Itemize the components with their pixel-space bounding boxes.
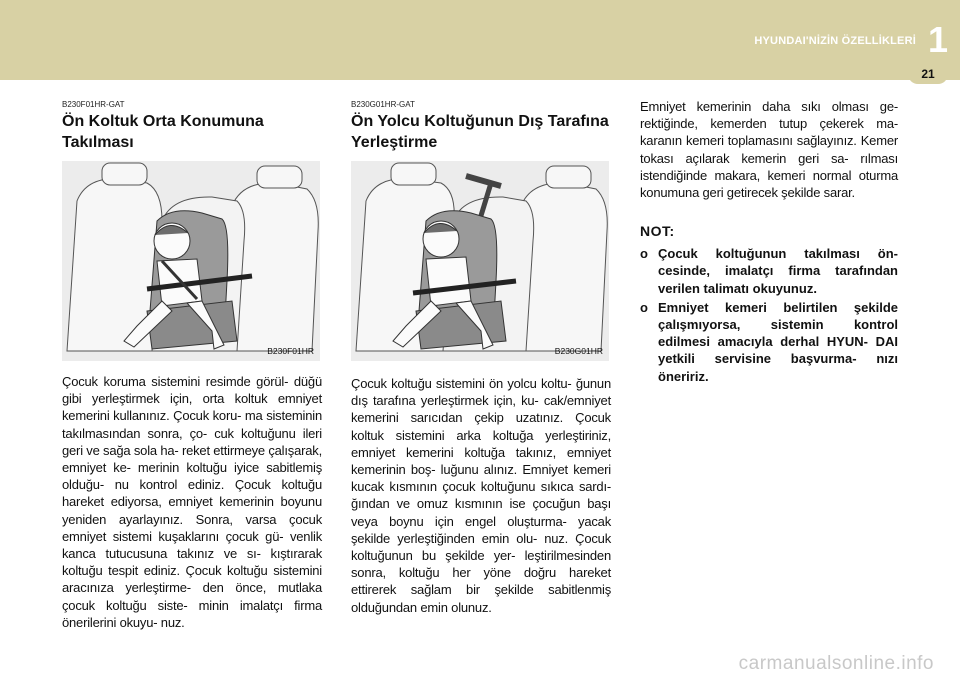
- section-code: B230F01HR-GAT: [62, 100, 125, 109]
- child-seat-illustration: [62, 161, 320, 361]
- note-title: NOT:: [640, 223, 675, 240]
- page-number: 21: [921, 67, 935, 81]
- section-continuation: [640, 98, 898, 387]
- figure-label: B230F01HR: [267, 346, 314, 356]
- note-text: Çocuk koltuğunun takılması ön- cesinde, imalatçı firma tarafından verilen talimatı okuyunuz.: [658, 246, 898, 296]
- section-body: Emniyet kemerinin daha sıkı olması ge- rektiğinde, kemerden tutup çekerek ma- karanın kemeri toplamasını sağlayınız. Kemer tokası açılarak kemerin geri sa- rılması istendiğinde makara, kemeri normal oturma konumuna geri getirecek şekilde sarar.: [640, 99, 898, 201]
- note-item: [640, 299, 898, 385]
- child-seat-illustration: [351, 161, 609, 361]
- watermark: carmanualsonline.info: [738, 653, 934, 674]
- note-bullet: o: [640, 299, 648, 315]
- note-list: [640, 245, 898, 385]
- header-band: [0, 0, 960, 80]
- figure-label: B230G01HR: [554, 346, 603, 356]
- note-text: Emniyet kemeri belirtilen şekilde çalışmıyorsa, sistemin kontrol edilmesi amacıyla derhal HYUN- DAI yetkili servisine başvurma- nızı öneririz.: [658, 299, 898, 384]
- figure-outboard-seat: [351, 161, 609, 361]
- note-bullet: o: [640, 246, 648, 262]
- section-title: Ön Koltuk Orta Konumuna Takılması: [62, 113, 264, 151]
- section-code: B230G01HR-GAT: [351, 100, 415, 109]
- section-body: Çocuk koruma sistemini resimde görül- düğü gibi yerleştirmek için, orta koltuk emniyet kemerini kullanınız. Çocuk koru- ma sisteminin takılmasından sonra, ço- cuk koltuğunu ileri geri ve sağa sola ha- reket ettirmeye çalışarak, emniyet ke- merinin koltuğu iyice sabitlemiş olduğu- nu kontrol ediniz. Çocuk koltuğu hareket ediyorsa, emniyet kemerinin boyunu yeniden ayarlayınız. Sonra, varsa çocuk emniyet sistemi kuşaklarını çocuk gü- venlik kanca tutucusuna takınız ve sı- kıştırarak koltuğu tespit ediniz. Çocuk koltuğu sistemini aracınıza yerleştirme- den önce, mutlaka çocuk koltuğu siste- minin imalatçı firma önerilerini okuyu- nuz.: [62, 374, 322, 630]
- section-outboard-seat: [351, 100, 611, 616]
- chapter-title: HYUNDAI'NİZİN ÖZELLİKLERİ: [754, 35, 916, 47]
- note-item: [640, 245, 898, 297]
- figure-center-seat: [62, 161, 320, 361]
- chapter-number: 1: [927, 19, 948, 60]
- section-title: Ön Yolcu Koltuğunun Dış Tarafına Yerleştirme: [351, 113, 609, 151]
- section-body: Çocuk koltuğu sistemini ön yolcu koltu- ğunun dış tarafına yerleştirmek için, ku- cak/emniyet kemerini sarıcıdan çekip uzatınız. Çocuk koltuk sistemini arka koltuğa yerleştiriniz, emniyet kemerini koltuğa takınız, emniyet kemerinin boş- luğunu alınız. Emniyet kemeri kucak kısmının çocuk koltuğunu sıkıca sardı- ğından ve omuz kısmının ise çocuğun başı veya boynu için engel oluşturma- yacak şekilde yerleştiğinden emin olu- nuz. Çocuk koltuğunun bu şekilde yer- leştirilmesinden sonra, koltuğu her yöne doğru hareket ettirerek sağlam bir şekilde sabitlenmiş olduğundan emin olunuz.: [351, 376, 611, 615]
- section-center-seat: [62, 100, 322, 631]
